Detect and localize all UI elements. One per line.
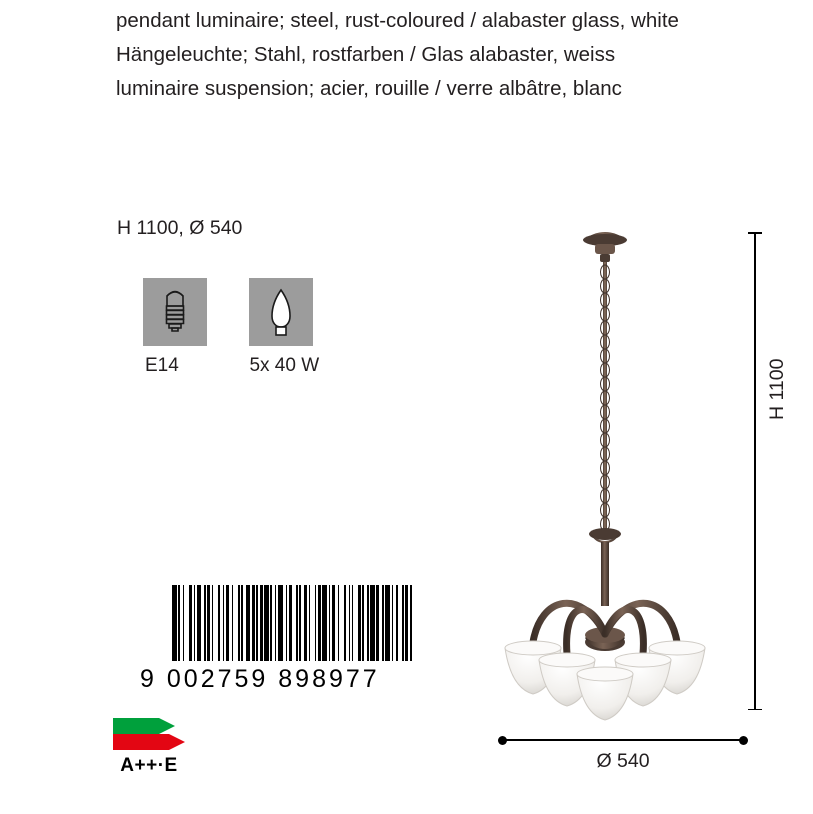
energy-rating-text: A++·E <box>120 755 178 776</box>
barcode-icon <box>172 585 415 661</box>
bulb-socket-e14-icon <box>143 278 207 346</box>
energy-efficiency-label <box>113 718 185 777</box>
diameter-measurement-guide <box>498 733 748 747</box>
description-line-en: pendant luminaire; steel, rust-coloured / alabaster glass, white <box>116 9 679 32</box>
diameter-line <box>502 739 744 741</box>
description-line-de: Hängeleuchte; Stahl, rostfarben / Glas alabaster, weiss <box>116 43 616 66</box>
product-description <box>116 4 806 106</box>
spec-icons <box>143 278 357 377</box>
height-measurement-label: H 1100 <box>766 358 788 420</box>
height-measurement-guide <box>748 232 762 710</box>
socket-spec <box>143 278 207 377</box>
wattage-caption: 5x 40 W <box>249 355 320 376</box>
diameter-measurement-label: Ø 540 <box>596 750 650 772</box>
socket-caption: E14 <box>145 355 179 376</box>
barcode <box>140 585 415 694</box>
energy-efficiency-arrows-icon <box>113 718 185 750</box>
dimensions-summary: H 1100, Ø 540 <box>117 217 243 239</box>
wattage-spec <box>249 278 319 377</box>
height-cap-bottom <box>748 709 762 711</box>
diameter-dot-right <box>739 736 748 745</box>
description-line-fr: luminaire suspension; acier, rouille / verre albâtre, blanc <box>116 77 622 100</box>
candle-bulb-icon <box>249 278 313 346</box>
barcode-digits <box>140 665 415 694</box>
pendant-chandelier-illustration <box>455 210 755 740</box>
barcode-main-digits: 002759 898977 <box>166 665 380 693</box>
height-line <box>754 232 756 710</box>
barcode-lead-digit: 9 <box>140 665 157 693</box>
